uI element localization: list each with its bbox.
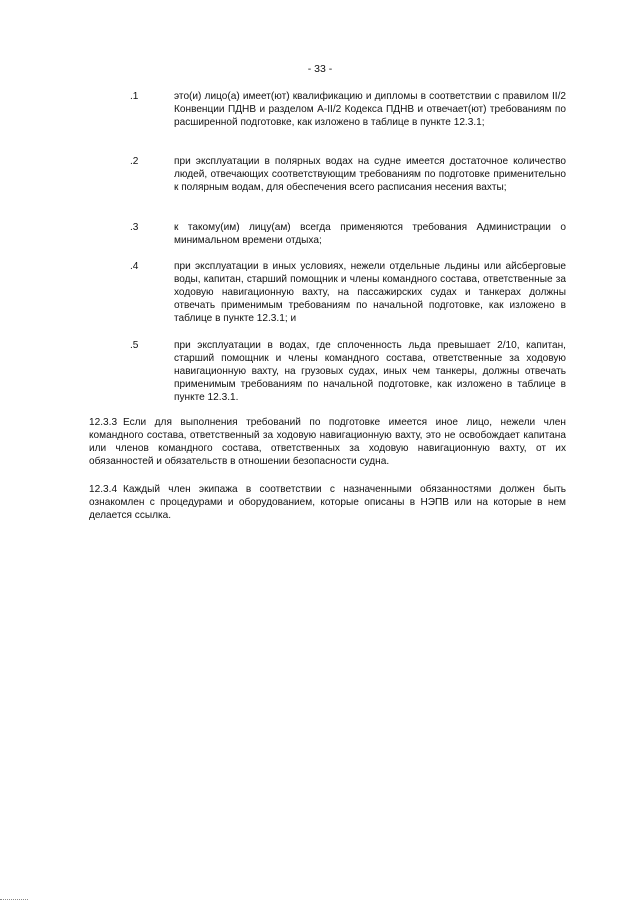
- paragraph-text: Если для выполнения требований по подготовке имеется иное лицо, нежели член командного состава, ответственный за ходовую навигационную вахту, это не освобождает капитана или членов командного состава, ответственных за ходовую навигационную вахту, от их обязанностей и обязательств в отношении безопасности судна.: [89, 417, 566, 467]
- item-number: .3: [130, 222, 139, 233]
- paragraph: [89, 483, 566, 522]
- item-text: при эксплуатации в водах, где сплоченность льда превышает 2/10, капитан, старший помощник и члены командного состава, ответственные за ходовую навигационную вахту, на грузовых судах, иных чем танкеры, должны отвечать применимым требованиям по начальной подготовке, как изложено в таблице в пункте 12.3.1.: [174, 340, 566, 403]
- list-item: [130, 155, 576, 194]
- item-number: .5: [130, 340, 139, 351]
- item-text: это(и) лицо(а) имеет(ют) квалификацию и дипломы в соответствии с правилом II/2 Конвенции ПДНВ и разделом A-II/2 Кодекса ПДНВ и отвечает(ют) требованиям по расширенной подготовке, как изложено в таблице в пункте 12.3.1;: [174, 91, 566, 128]
- paragraph: [89, 416, 566, 468]
- paragraph-number: 12.3.4: [89, 484, 118, 495]
- scan-edge-mark: [0, 899, 28, 901]
- item-text: при эксплуатации в полярных водах на судне имеется достаточное количество людей, отвечающих соответствующим требованиям по подготовке применительно к полярным водам, для обеспечения всего расписания несения вахты;: [174, 156, 566, 193]
- paragraph-number: 12.3.3: [89, 417, 118, 428]
- item-text: к такому(им) лицу(ам) всегда применяются требования Администрации о минимальном времени отдыха;: [174, 222, 566, 246]
- item-number: .4: [130, 261, 139, 272]
- item-number: .2: [130, 156, 139, 167]
- paragraph-text: Каждый член экипажа в соответствии с назначенными обязанностями должен быть ознакомлен с процедурами и оборудованием, которые описаны в НЭПВ или на которые в нем делается ссылка.: [89, 484, 566, 521]
- item-number: .1: [130, 91, 139, 102]
- page-number: - 33 -: [307, 63, 333, 75]
- list-item: [130, 90, 576, 129]
- list-item: [130, 260, 576, 325]
- item-text: при эксплуатации в иных условиях, нежели отдельные льдины или айсберговые воды, капитан, старший помощник и члены командного состава, ответственные за ходовую навигационную вахту, на пассажирских судах и танкерах должны отвечать применимым требованиям по начальной подготовке, как изложено в таблице в пункте 12.3.1; и: [174, 261, 566, 324]
- list-item: [130, 221, 576, 247]
- list-item: [130, 339, 576, 404]
